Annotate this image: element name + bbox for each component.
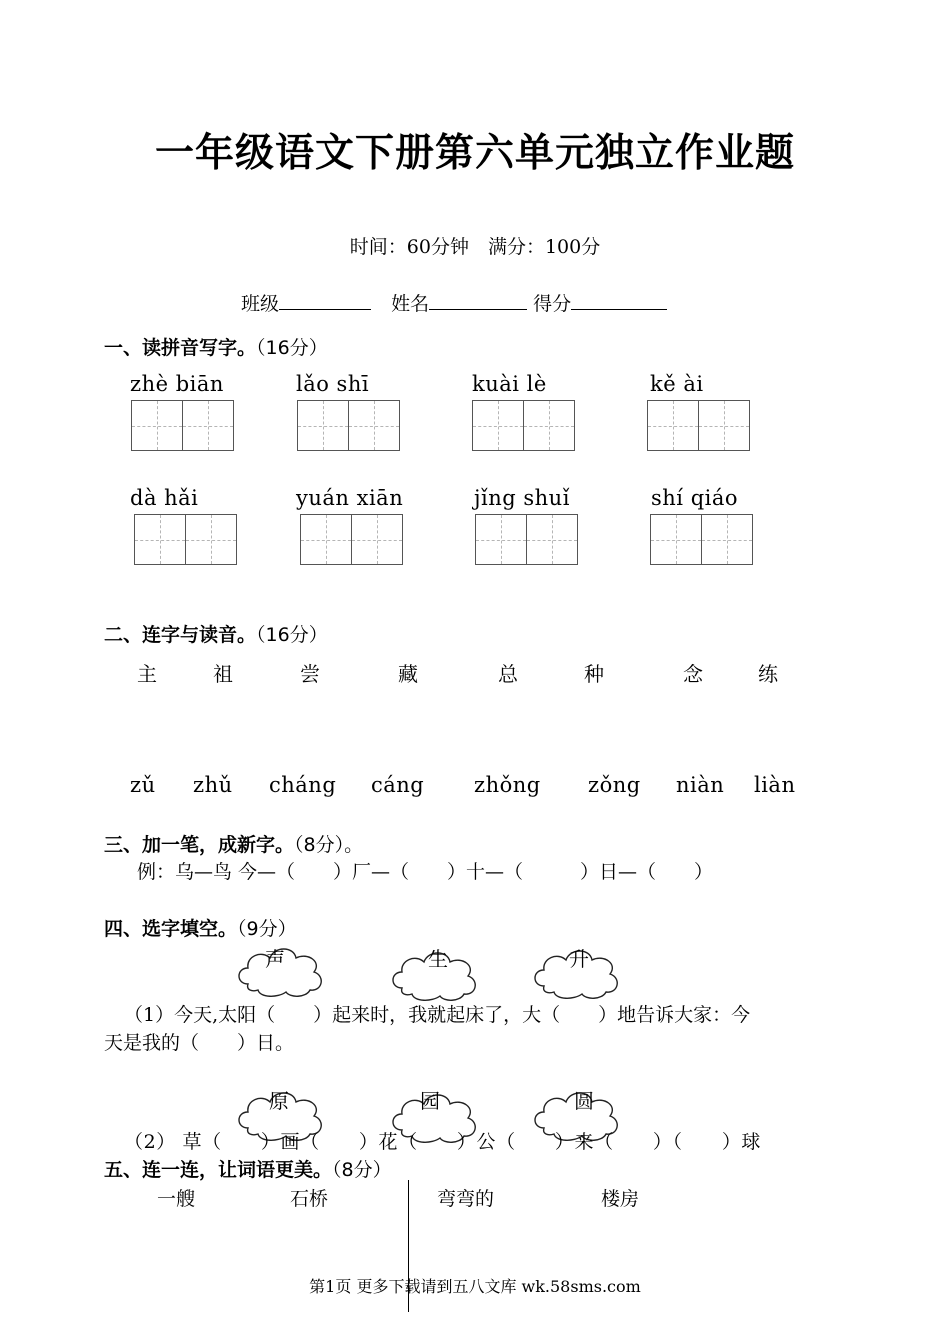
pinyin-item: jǐng shuǐ xyxy=(474,486,570,510)
section4-points: （9分） xyxy=(237,918,297,940)
section4-heading xyxy=(104,914,297,941)
word-item[interactable]: 一艘 xyxy=(157,1188,196,1210)
pinyin-option[interactable]: zǔ xyxy=(130,773,156,797)
section1-title: 一、读拼音写字。 xyxy=(104,337,257,359)
cloud-char[interactable]: 升 xyxy=(569,947,589,971)
writing-grid[interactable] xyxy=(297,400,400,451)
section2-title: 二、连字与读音。 xyxy=(104,624,257,646)
cloud-char[interactable]: 园 xyxy=(420,1089,440,1113)
cloud-char[interactable]: 圆 xyxy=(574,1089,594,1113)
word-item[interactable]: 楼房 xyxy=(601,1188,640,1210)
exam-meta: 时间：60分钟 满分：100分 xyxy=(349,236,601,258)
char-item[interactable]: 念 xyxy=(683,662,703,686)
pinyin-item: shí qiáo xyxy=(651,486,739,510)
char-item[interactable]: 祖 xyxy=(213,662,233,686)
cloud-char[interactable]: 原 xyxy=(269,1089,289,1113)
sentence2: （2） 草（ ）画（ ）花（ ）公（ ）来（ ）（ ）球 xyxy=(124,1131,762,1153)
pinyin-item: dà hǎi xyxy=(130,486,199,510)
pinyin-option[interactable]: cáng xyxy=(371,773,425,797)
section4-title: 四、选字填空。 xyxy=(104,918,238,940)
char-item[interactable]: 种 xyxy=(584,662,604,686)
section2-points: （16分） xyxy=(256,624,328,646)
section1-heading xyxy=(104,333,328,360)
pinyin-item: kě ài xyxy=(650,372,704,396)
pinyin-item: kuài lè xyxy=(472,372,547,396)
section2-heading xyxy=(104,620,328,647)
pinyin-item: zhè biān xyxy=(130,372,224,396)
page-title: 一年级语文下册第六单元独立作业题 xyxy=(154,131,795,176)
pinyin-option[interactable]: cháng xyxy=(269,773,337,797)
section5-heading xyxy=(104,1155,392,1182)
writing-grid[interactable] xyxy=(475,514,578,565)
section3-example-line: 例：乌—鸟 今—（ ）厂—（ ）十—（ ）日—（ ） xyxy=(137,861,714,883)
writing-grid[interactable] xyxy=(647,400,750,451)
word-item[interactable]: 弯弯的 xyxy=(437,1188,495,1210)
score-blank[interactable] xyxy=(571,309,667,310)
name-blank[interactable] xyxy=(429,309,527,310)
char-item[interactable]: 总 xyxy=(498,662,518,686)
char-item[interactable]: 主 xyxy=(137,662,157,686)
sentence1-line2: 天是我的（ ）日。 xyxy=(104,1032,295,1054)
pinyin-option[interactable]: zǒng xyxy=(588,773,641,797)
class-blank[interactable] xyxy=(279,309,371,310)
section3-points: （8分）。 xyxy=(294,834,364,856)
name-label: 姓名 xyxy=(391,293,430,315)
info-line xyxy=(241,289,667,316)
char-item[interactable]: 尝 xyxy=(300,662,320,686)
pinyin-option[interactable]: liàn xyxy=(754,773,796,797)
writing-grid[interactable] xyxy=(472,400,575,451)
sentence1-line1: （1）今天,太阳（ ）起来时，我就起床了，大（ ）地告诉大家：今 xyxy=(124,1004,751,1026)
char-item[interactable]: 藏 xyxy=(398,662,418,686)
section5-points: （8分） xyxy=(332,1159,392,1181)
pinyin-option[interactable]: niàn xyxy=(676,773,725,797)
pinyin-option[interactable]: zhǒng xyxy=(474,773,541,797)
class-label: 班级 xyxy=(241,293,280,315)
section3-heading xyxy=(104,830,363,857)
section1-points: （16分） xyxy=(256,337,328,359)
writing-grid[interactable] xyxy=(134,514,237,565)
score-label: 得分 xyxy=(533,293,572,315)
pinyin-option[interactable]: zhǔ xyxy=(193,773,233,797)
char-item[interactable]: 练 xyxy=(758,662,778,686)
page-footer: 第1页 更多下载请到五八文库 wk.58sms.com xyxy=(309,1277,641,1296)
cloud-char[interactable]: 声 xyxy=(265,947,285,971)
section3-title: 三、加一笔，成新字。 xyxy=(104,834,295,856)
pinyin-item: yuán xiān xyxy=(296,486,404,510)
writing-grid[interactable] xyxy=(131,400,234,451)
writing-grid[interactable] xyxy=(650,514,753,565)
writing-grid[interactable] xyxy=(300,514,403,565)
section5-title: 五、连一连，让词语更美。 xyxy=(104,1159,333,1181)
cloud-char[interactable]: 生 xyxy=(428,947,448,971)
word-item[interactable]: 石桥 xyxy=(290,1188,329,1210)
pinyin-item: lǎo shī xyxy=(296,372,370,396)
